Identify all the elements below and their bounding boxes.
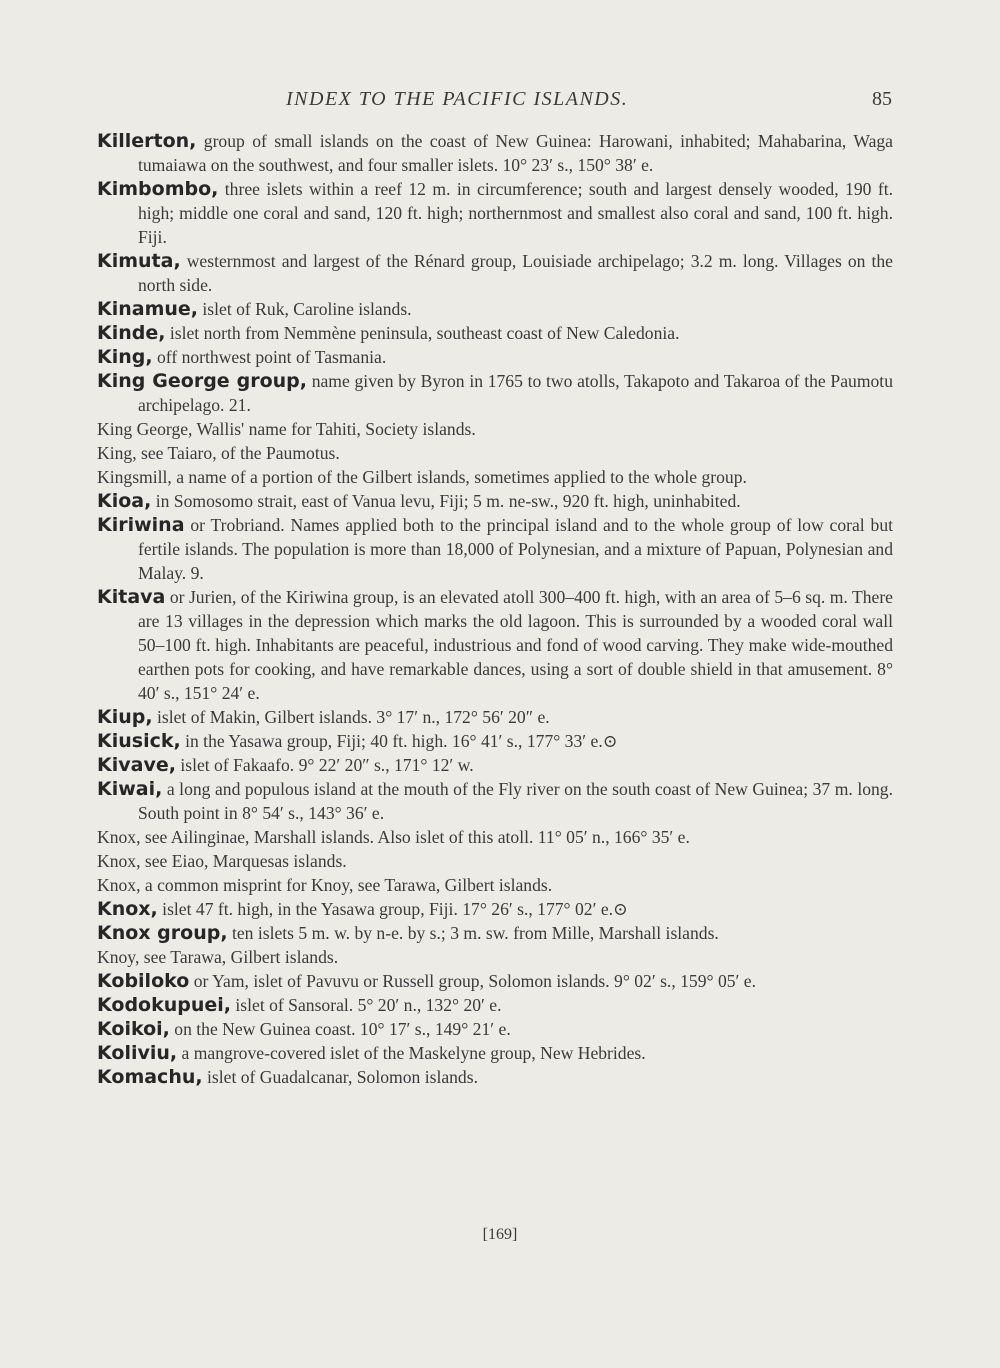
entry-text: group of small islands on the coast of New Guinea: Harowani, inhabited; Mahabarina, Waga tumaiawa on the southwest, and four smaller islets. 10° 23′ s., 150° 38′ e.	[138, 131, 893, 175]
index-entry	[97, 177, 893, 249]
index-entry	[97, 1017, 893, 1041]
index-entry	[97, 129, 893, 177]
index-entry	[97, 777, 893, 825]
entry-text: islet of Sansoral. 5° 20′ n., 132° 20′ e.	[231, 995, 502, 1015]
index-entry	[97, 993, 893, 1017]
index-entry	[97, 705, 893, 729]
entry-text: see Tarawa, Gilbert islands.	[139, 947, 339, 967]
entry-headword: Kingsmill,	[97, 467, 172, 487]
entry-headword: Knox group,	[97, 922, 228, 944]
entry-text: a long and populous island at the mouth of the Fly river on the south coast of New Guinea; 37 m. long. South point in 8° 54′ s., 143° 36′ e.	[138, 779, 893, 823]
entry-headword: Kimuta,	[97, 250, 181, 272]
entry-headword: Knoy,	[97, 947, 140, 967]
entry-headword: Knox,	[97, 875, 141, 895]
index-entry	[97, 969, 893, 993]
entry-text: off northwest point of Tasmania.	[152, 347, 387, 367]
entry-text: islet of Makin, Gilbert islands. 3° 17′ n., 172° 56′ 20″ e.	[152, 707, 550, 727]
index-entry	[97, 849, 893, 873]
entry-text: or Yam, islet of Pavuvu or Russell group, Solomon islands. 9° 02′ s., 159° 05′ e.	[189, 971, 757, 991]
entry-headword: Kinde,	[97, 322, 166, 344]
entry-headword: King George,	[97, 419, 193, 439]
entry-headword: Koliviu,	[97, 1042, 178, 1064]
entry-headword: Koikoi,	[97, 1018, 170, 1040]
entry-text: three islets within a reef 12 m. in circumference; south and largest densely wooded, 190 ft. high; middle one coral and sand, 120 ft. high; northernmost and smallest also coral and sand, 100 ft. high. Fiji.	[138, 179, 893, 247]
page-header	[96, 88, 896, 116]
index-entry	[97, 729, 893, 753]
folio: [169]	[482, 1226, 518, 1243]
entry-text: islet of Guadalcanar, Solomon islands.	[202, 1067, 478, 1087]
entry-headword: Komachu,	[97, 1066, 203, 1088]
index-entry	[97, 825, 893, 849]
entry-headword: Kioa,	[97, 490, 152, 512]
index-entry	[97, 297, 893, 321]
running-title: INDEX TO THE PACIFIC ISLANDS.	[286, 88, 629, 110]
entry-text: a name of a portion of the Gilbert islands, sometimes applied to the whole group.	[171, 467, 747, 487]
entry-text: islet of Fakaafo. 9° 22′ 20″ s., 171° 12′ w.	[175, 755, 474, 775]
entry-text: in the Yasawa group, Fiji; 40 ft. high. 16° 41′ s., 177° 33′ e.⊙	[180, 731, 618, 751]
entry-headword: Kitava	[97, 586, 166, 608]
entry-headword: Knox,	[97, 827, 141, 847]
entry-text: islet of Ruk, Caroline islands.	[198, 299, 412, 319]
entry-text: a common misprint for Knoy, see Tarawa, Gilbert islands.	[140, 875, 553, 895]
index-entry	[97, 321, 893, 345]
index-entry	[97, 249, 893, 297]
index-entries	[97, 129, 893, 1089]
index-entry	[97, 753, 893, 777]
entry-headword: Kodokupuei,	[97, 994, 232, 1016]
entry-text: see Taiaro, of the Paumotus.	[136, 443, 340, 463]
index-entry	[97, 489, 893, 513]
index-entry	[97, 1041, 893, 1065]
entry-text: Wallis' name for Tahiti, Society islands.	[192, 419, 476, 439]
page-number: 85	[872, 88, 892, 110]
entry-headword: Kivave,	[97, 754, 176, 776]
entry-headword: Kiup,	[97, 706, 153, 728]
entry-headword: King,	[97, 346, 153, 368]
entry-headword: Kobiloko	[97, 970, 190, 992]
index-entry	[97, 441, 893, 465]
entry-headword: King George group,	[97, 370, 307, 392]
entry-headword: Kiriwina	[97, 514, 185, 536]
index-entry	[97, 585, 893, 705]
entry-text: in Somosomo strait, east of Vanua levu, Fiji; 5 m. ne-sw., 920 ft. high, uninhabited.	[151, 491, 741, 511]
entry-text: a mangrove-covered islet of the Maskelyne group, New Hebrides.	[177, 1043, 646, 1063]
entry-text: islet north from Nemmène peninsula, southeast coast of New Caledonia.	[165, 323, 680, 343]
index-entry	[97, 1065, 893, 1089]
index-entry	[97, 369, 893, 417]
entry-text: islet 47 ft. high, in the Yasawa group, Fiji. 17° 26′ s., 177° 02′ e.⊙	[157, 899, 628, 919]
index-entry	[97, 417, 893, 441]
entry-text: ten islets 5 m. w. by n-e. by s.; 3 m. sw. from Mille, Marshall islands.	[227, 923, 719, 943]
index-entry	[97, 513, 893, 585]
entry-headword: Knox,	[97, 851, 141, 871]
entry-text: or Trobriand. Names applied both to the principal island and to the whole group of low coral but fertile islands. The population is more than 18,000 of Polynesian, and a mixture of Papuan, Polynesian and Malay. 9.	[138, 515, 893, 583]
entry-text: or Jurien, of the Kiriwina group, is an elevated atoll 300–400 ft. high, with an area of 5–6 sq. m. There are 13 villages in the depression which marks the old lagoon. This is surrounded by a wooded coral wall 50–100 ft. high. Inhabitants are peaceful, industrious and fond of wood carving. They make wide-mouthed earthen pots for cooking, and have remarkable dances, using a sort of double shield in that amusement. 8° 40′ s., 151° 24′ e.	[138, 587, 893, 703]
entry-headword: Knox,	[97, 898, 158, 920]
entry-text: see Ailinginae, Marshall islands. Also islet of this atoll. 11° 05′ n., 166° 35′ e.	[140, 827, 690, 847]
index-entry	[97, 921, 893, 945]
entry-headword: Kimbombo,	[97, 178, 219, 200]
index-entry	[97, 897, 893, 921]
entry-headword: Kiwai,	[97, 778, 163, 800]
entry-text: on the New Guinea coast. 10° 17′ s., 149° 21′ e.	[169, 1019, 511, 1039]
entry-text: westernmost and largest of the Rénard group, Louisiade archipelago; 3.2 m. long. Villages on the north side.	[138, 251, 893, 295]
index-entry	[97, 945, 893, 969]
entry-headword: Kinamue,	[97, 298, 199, 320]
entry-headword: Kiusick,	[97, 730, 181, 752]
entry-headword: King,	[97, 443, 137, 463]
entry-text: name given by Byron in 1765 to two atolls, Takapoto and Takaroa of the Paumotu archipelago. 21.	[138, 371, 893, 415]
index-entry	[97, 873, 893, 897]
entry-text: see Eiao, Marquesas islands.	[140, 851, 347, 871]
index-entry	[97, 465, 893, 489]
index-entry	[97, 345, 893, 369]
entry-headword: Killerton,	[97, 130, 197, 152]
